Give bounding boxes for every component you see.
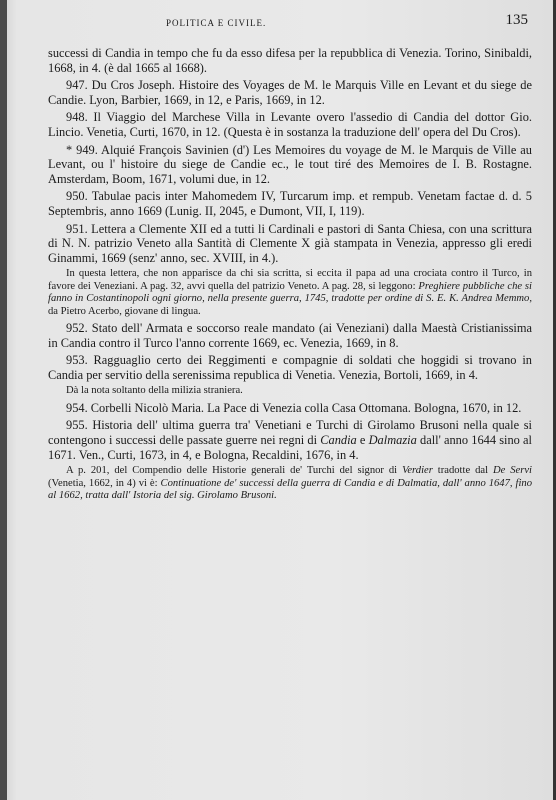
bibliography-entry: 947. Du Cros Joseph. Histoire des Voyages de M. le Marquis Ville en Levant et du siege de Candie. Lyon, Barbier, 1669, in 12, e Paris, 1669, in 12.	[48, 78, 532, 107]
running-title: POLITICA E CIVILE.	[166, 18, 267, 28]
continued-entry: successi di Candia in tempo che fu da esso difesa per la repubblica di Venezia. Torino, Sinibaldi, 1668, in 4. (è dal 1665 al 1668).	[48, 46, 532, 75]
page-header	[48, 12, 528, 32]
bibliography-entry: 950. Tabulae pacis inter Mahomedem IV, Turcarum imp. et rempub. Venetam factae d. d. 5 Septembris, anno 1669 (Lunig. II, 2045, e Dumont, VII, I, 119).	[48, 189, 532, 218]
footnote-paragraph: In questa lettera, che non apparisce da chi sia scritta, si eccita il papa ad una crociata contro il Turco, in favore dei Veneziani. A pag. 32, avvi quella del patrizio Veneto. A pag. 28, si leggono: Preghiere pubbliche che si fanno in Costantinopoli ogni giorno, nella presente guerra, 1745, tradotte per ordine di S. E. K. Andrea Memmo, da Pietro Acerbo, giovane di lingua.	[48, 268, 533, 317]
page-gutter-shadow	[0, 0, 7, 800]
bibliography-entry: * 949. Alquié François Savinien (d') Les Memoires du voyage de M. le Marquis de Ville au Levant, ou l' histoire du siege de Candie ec., le tout tiré des Memoires de I. B. Rostagne. Amsterdam, Boom, 1671, volumi due, in 12.	[48, 142, 532, 186]
page-body	[48, 46, 532, 505]
bibliography-entry: 951. Lettera a Clemente XII ed a tutti li Cardinali e pastori di Santa Chiesa, con una scrittura di N. N. patrizio Veneto alla Santità di Clemente X già stampata in Venezia, appresso gli eredi Ginammi, 1669 (senz' anno, sec. XVIII, in 4.).	[48, 221, 532, 265]
footnote-paragraph: Dà la nota soltanto della milizia straniera.	[66, 385, 243, 397]
bibliography-entry: 948. Il Viaggio del Marchese Villa in Levante overo l'assedio di Candia del dottor Gio. Lincio. Venetia, Curti, 1670, in 12. (Questa è in sostanza la traduzione dell' opera del Du Cros).	[48, 110, 532, 139]
page-number: 135	[505, 12, 528, 28]
bibliography-entry: 955. Historia dell' ultima guerra tra' Venetiani e Turchi di Girolamo Brusoni nella quale si contengono i successi delle passate guerre nei regni di Candia e Dalmazia dall' anno 1644 sino al 1671. Ven., Curti, 1673, in 4, e Bologna, Recaldini, 1676, in 4.	[48, 418, 533, 462]
footnote-paragraph: A p. 201, del Compendio delle Historie generali de' Turchi del signor di Verdier tradotte dal De Servi (Venetia, 1662, in 4) vi è: Continuatione de' successi della guerra di Candia e di Dalmatia, dall' anno 1647, fino al 1662, tratta dall' Istoria del sig. Girolamo Brusoni.	[48, 465, 532, 501]
bibliography-entry: 952. Stato dell' Armata e soccorso reale mandato (ai Veneziani) dalla Maestà Cristianissima in Candia contro il Turco l'anno corrente 1669, ec. Venezia, 1669, in 8.	[48, 320, 532, 350]
bibliography-entry: 953. Ragguaglio certo dei Reggimenti e compagnie di soldati che hoggidi si trovano in Candia per servitio della serenissima republica di Venetia. Venezia, Bortoli, 1669, in 4.	[48, 353, 532, 382]
bibliography-entry: 954. Corbelli Nicolò Maria. La Pace di Venezia colla Casa Ottomana. Bologna, 1670, in 12.	[66, 400, 522, 415]
